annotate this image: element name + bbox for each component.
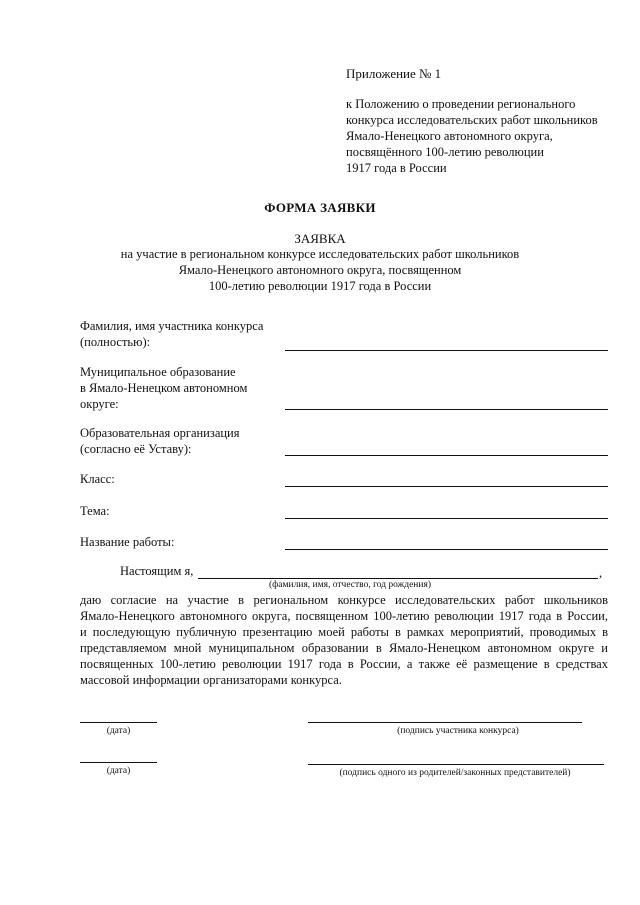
appendix-line: к Положению о проведении регионального bbox=[346, 97, 576, 111]
label-line: округе: bbox=[80, 397, 119, 411]
work-title-label bbox=[80, 534, 280, 550]
date-caption-1: (дата) bbox=[106, 726, 131, 736]
consent-line: массовой информации организаторами конкурса. bbox=[80, 673, 342, 687]
application-subtitle bbox=[0, 246, 640, 294]
consent-paragraph bbox=[80, 592, 608, 688]
label-line: Класс: bbox=[80, 472, 115, 486]
consent-line: даю согласие на участие в региональном конкурсе исследовательских работ школьников bbox=[80, 593, 608, 607]
application-subtitle-line: на участие в региональном конкурсе исследовательских работ школьников bbox=[120, 247, 520, 261]
municipality-label bbox=[80, 364, 280, 412]
label-line: (полностью): bbox=[80, 335, 151, 349]
appendix-line: 1917 года в России bbox=[346, 161, 447, 175]
participant-signature-caption: (подпись участника конкурса) bbox=[397, 726, 519, 736]
application-subtitle-line: Ямало-Ненецкого автономного округа, посвященном bbox=[178, 263, 462, 277]
appendix-line: Ямало-Ненецкого автономного округа, bbox=[346, 129, 553, 143]
full-name-field[interactable] bbox=[198, 578, 598, 579]
trailing-comma: , bbox=[599, 566, 603, 580]
label-line: Муниципальное образование bbox=[80, 365, 236, 379]
class-label bbox=[80, 471, 280, 487]
organization-label bbox=[80, 425, 280, 457]
label-line: Тема: bbox=[80, 504, 110, 518]
consent-line: посвященных 100-летию революции 1917 года в России, а также её размещение в средствах bbox=[80, 657, 608, 671]
appendix-reference bbox=[346, 96, 626, 176]
label-line: (согласно её Уставу): bbox=[80, 442, 192, 456]
work-title-field[interactable] bbox=[285, 549, 608, 550]
organization-field[interactable] bbox=[285, 455, 608, 456]
label-line: Фамилия, имя участника конкурса bbox=[80, 319, 264, 333]
date-caption-2: (дата) bbox=[106, 766, 131, 776]
topic-label bbox=[80, 503, 280, 519]
municipality-field[interactable] bbox=[285, 409, 608, 410]
application-subtitle-line: 100-летию революции 1917 года в России bbox=[208, 279, 432, 293]
appendix-title: Приложение № 1 bbox=[346, 66, 442, 81]
label-line: Образовательная организация bbox=[80, 426, 240, 440]
parent-signature-field[interactable] bbox=[308, 764, 604, 765]
participant-name-field[interactable] bbox=[285, 350, 608, 351]
participant-name-label bbox=[80, 318, 280, 350]
application-title: ЗАЯВКА bbox=[294, 231, 346, 246]
consent-line: Ямало-Ненецкого автономного округа, посвященном 100-летию революции 1917 года в России, bbox=[80, 609, 608, 623]
topic-field[interactable] bbox=[285, 518, 608, 519]
consent-intro: Настоящим я, bbox=[120, 564, 194, 578]
appendix-line: посвящённого 100-летию революции bbox=[346, 145, 544, 159]
consent-line: и последующую публичную презентацию моей работы в рамках мероприятий, проводимых в bbox=[80, 625, 608, 639]
date-field-2[interactable] bbox=[80, 762, 157, 763]
form-heading: ФОРМА ЗАЯВКИ bbox=[264, 200, 376, 215]
class-field[interactable] bbox=[285, 486, 608, 487]
date-field-1[interactable] bbox=[80, 722, 157, 723]
full-name-caption: (фамилия, имя, отчество, год рождения) bbox=[268, 580, 431, 590]
appendix-line: конкурса исследовательских работ школьников bbox=[346, 113, 598, 127]
label-line: Название работы: bbox=[80, 535, 175, 549]
parent-signature-caption: (подпись одного из родителей/законных представителей) bbox=[339, 768, 571, 778]
participant-signature-field[interactable] bbox=[308, 722, 582, 723]
consent-line: представляемом мной муниципальном образовании в Ямало-Ненецком автономном округе и bbox=[80, 641, 608, 655]
label-line: в Ямало-Ненецком автономном bbox=[80, 381, 248, 395]
